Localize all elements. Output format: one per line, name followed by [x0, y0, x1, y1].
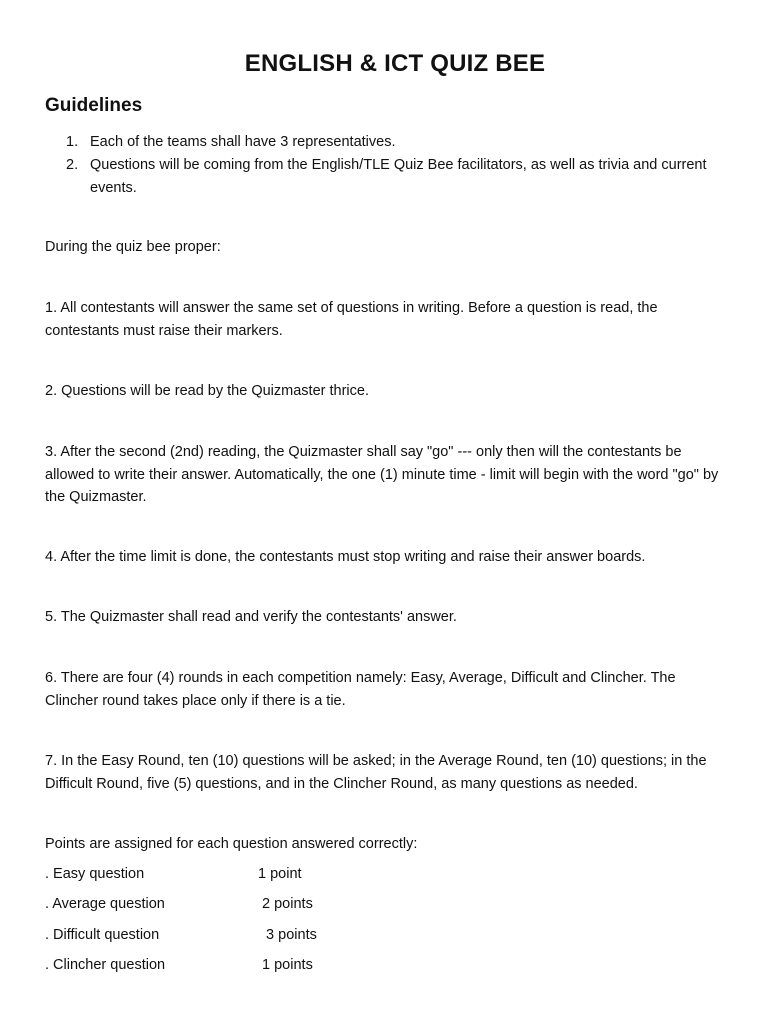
rule-1: 1. All contestants will answer the same set of questions in writing. Before a question is read, the contestants must raise their markers. [45, 300, 658, 339]
document-title: ENGLISH & ICT QUIZ BEE [244, 50, 546, 77]
question-type: . Average question [45, 896, 165, 913]
point-value: 1 points [258, 956, 313, 973]
list-item [66, 154, 726, 200]
points-intro: Points are assigned for each question answered correctly: [45, 836, 418, 852]
points-row [45, 863, 445, 893]
rule-3: 3. After the second (2nd) reading, the Quizmaster shall say "go" --- only then will the contestants be allowed to write their answer. Automatically, the one (1) minute time - limit will begin with the word "go" by the Quizmaster. [45, 444, 719, 505]
list-number: 2. [66, 157, 79, 173]
rule-4: 4. After the time limit is done, the contestants must stop writing and raise their answer boards. [45, 549, 646, 565]
points-row [45, 924, 445, 954]
question-type: . Difficult question [45, 926, 160, 943]
rule-6: 6. There are four (4) rounds in each competition namely: Easy, Average, Difficult and Clincher. The Clincher round takes place only if there is a tie. [45, 670, 676, 709]
rule-2: 2. Questions will be read by the Quizmaster thrice. [45, 383, 369, 399]
list-text: Questions will be coming from the English/TLE Quiz Bee facilitators, as well as trivia and current events. [90, 157, 707, 196]
points-row [45, 954, 445, 984]
rule-5: 5. The Quizmaster shall read and verify the contestants' answer. [45, 609, 457, 625]
question-type: . Easy question [45, 866, 145, 882]
guidelines-list [66, 131, 726, 200]
point-value: 2 points [258, 896, 313, 913]
intro-text: During the quiz bee proper: [45, 239, 221, 255]
point-value: 1 point [258, 866, 302, 882]
guidelines-heading: Guidelines [45, 95, 143, 116]
rule-7: 7. In the Easy Round, ten (10) questions will be asked; in the Average Round, ten (10) questions; in the Difficult Round, five (5) questions, and in the Clincher Round, as many questions as needed. [45, 753, 707, 792]
point-value: 3 points [258, 926, 317, 943]
question-type: . Clincher question [45, 956, 166, 973]
list-text: Each of the teams shall have 3 representatives. [90, 134, 396, 150]
list-number: 1. [66, 134, 79, 150]
points-list [45, 863, 445, 984]
points-row [45, 893, 445, 923]
list-item [66, 131, 726, 154]
